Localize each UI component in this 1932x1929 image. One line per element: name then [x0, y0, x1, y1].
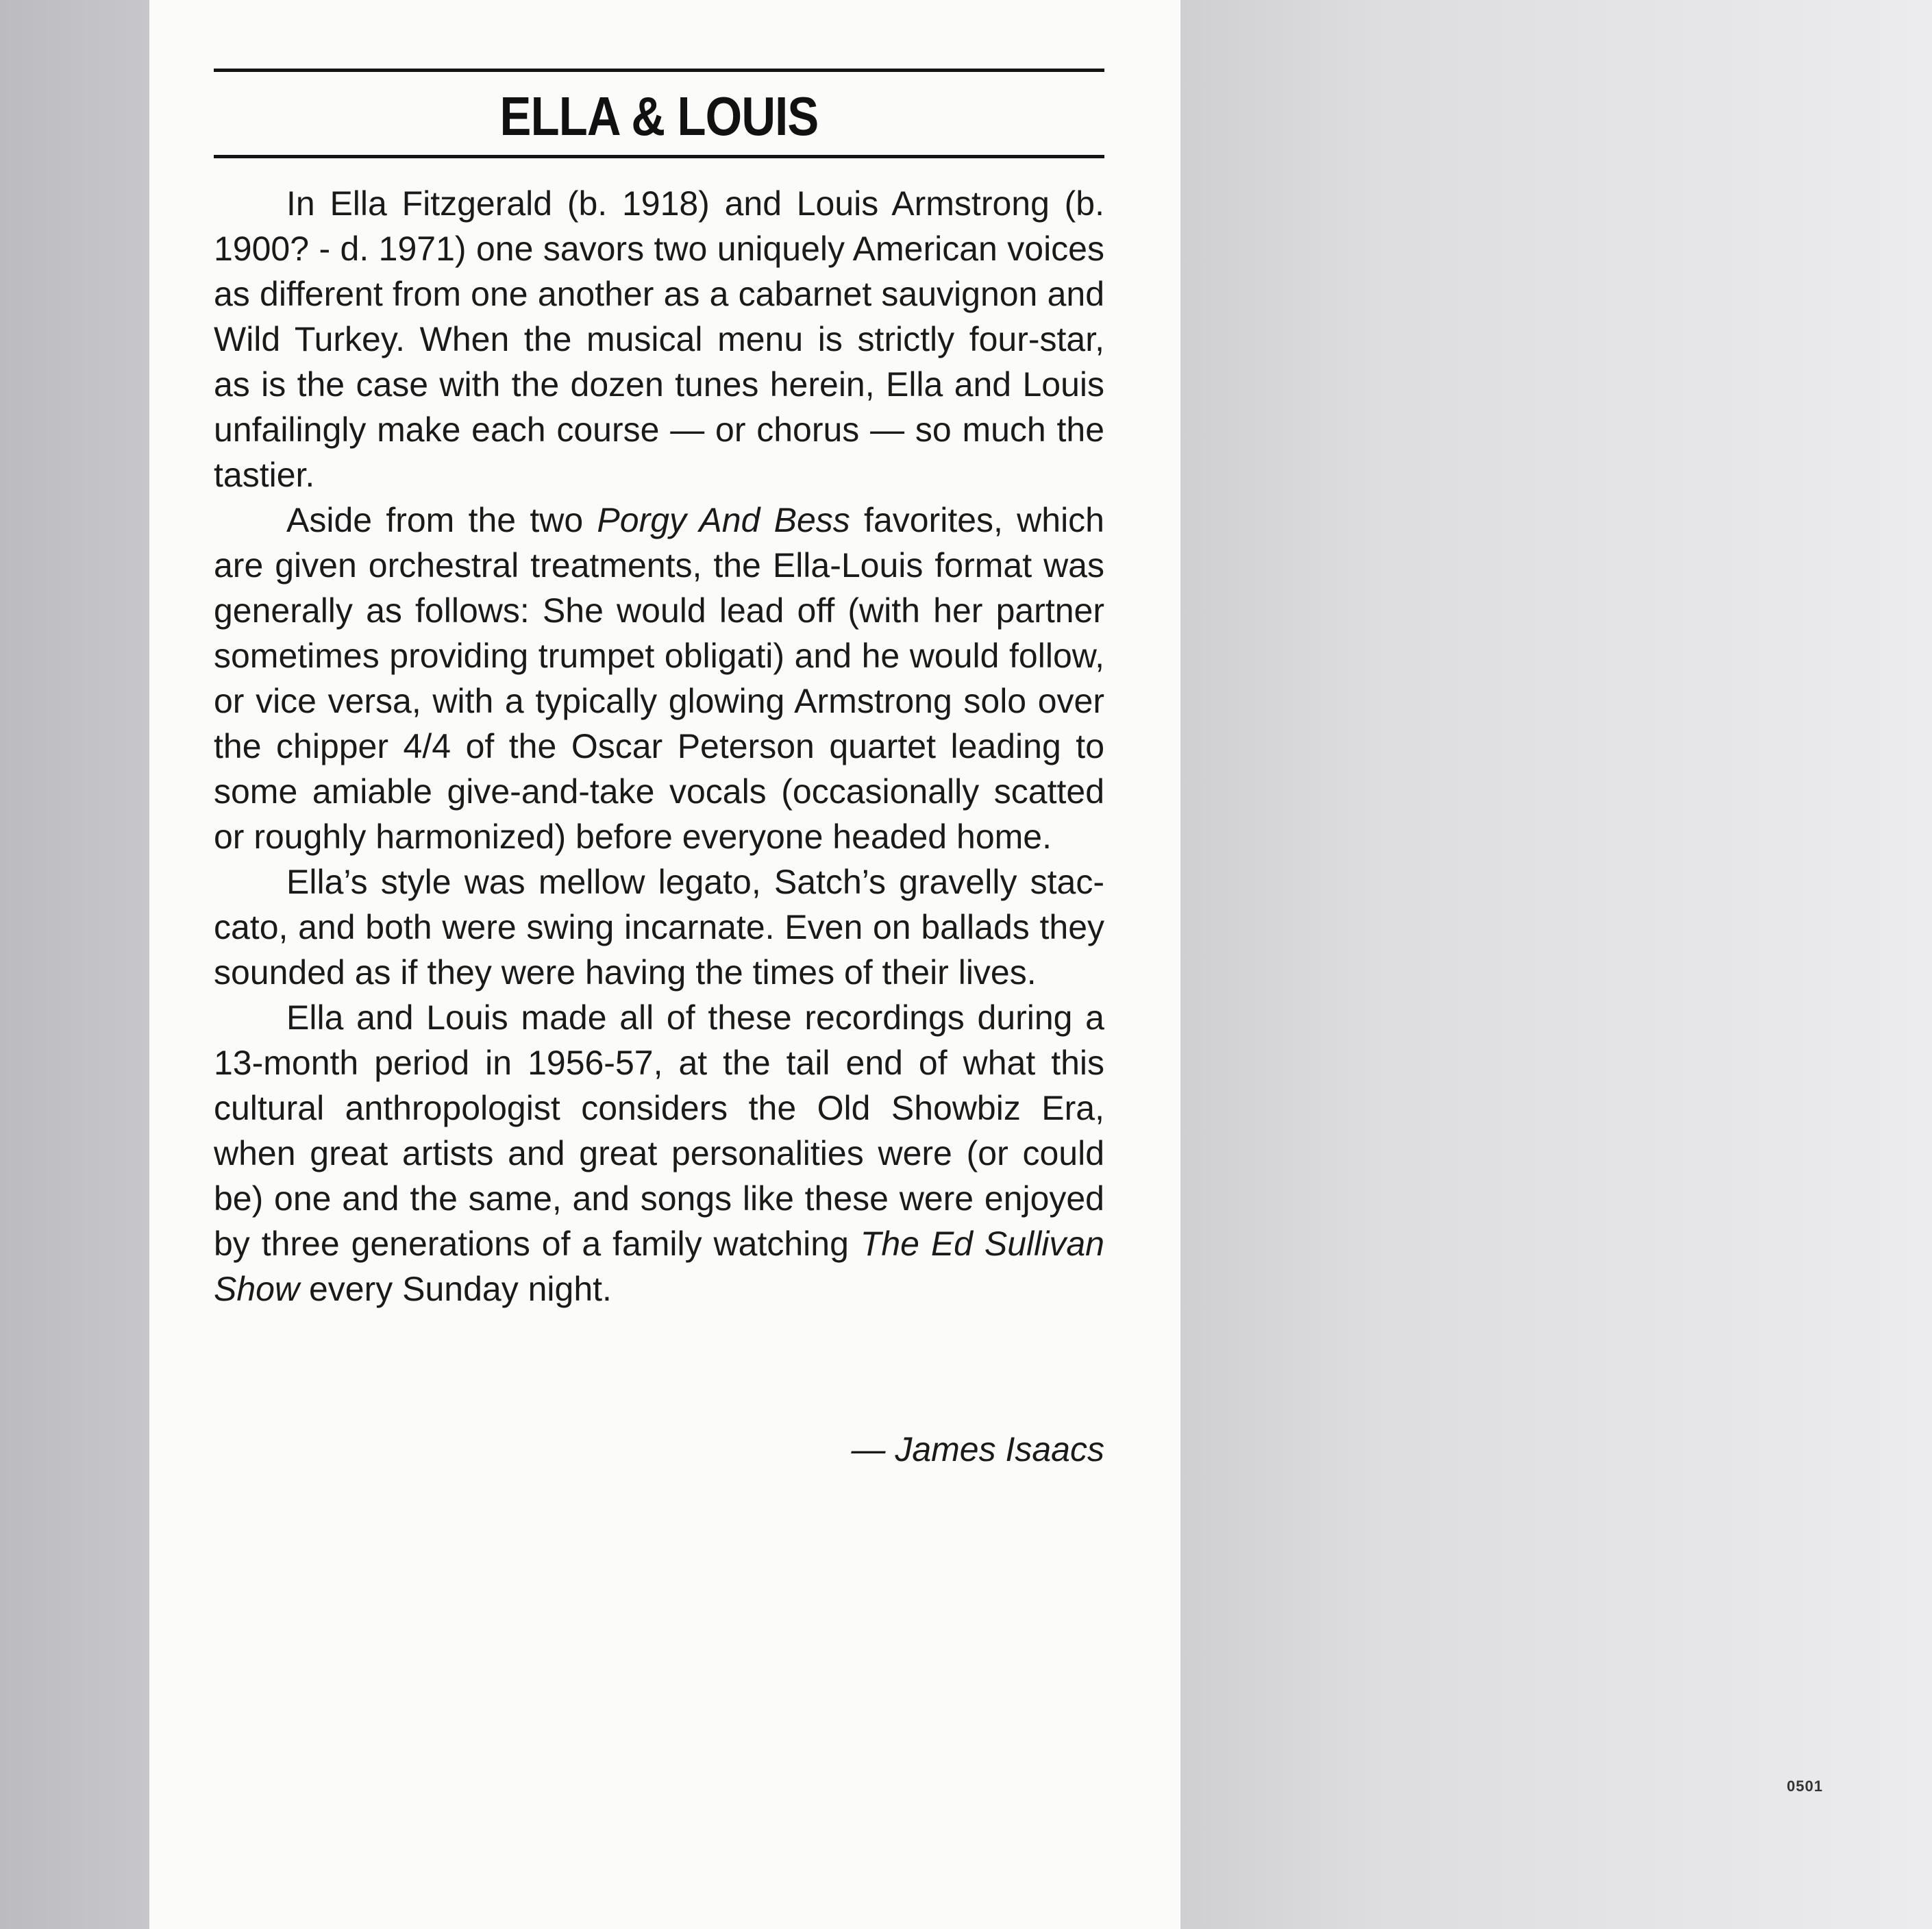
paragraph-2-text-b: favorites, which are given orchestral treatments, the Ella-Louis format was generally as follows: She would lead off (with her partner sometimes providing trumpet obligati) and he would follow, or vice versa, with a typically glowing Armstrong solo over the chipper 4/4 of the Oscar Peterson quartet leading to some amiable give-and-take vocals (occasionally scatted or roughly harmonized) before everyone headed home. [214, 501, 1104, 856]
right-background-area [1180, 0, 1932, 1929]
paragraph-2 [214, 497, 1104, 859]
paragraph-3-text: Ella’s style was mellow legato, Satch’s gravelly staccato, and both were swing incarnate. Even on ballads they sounded as if they were having the times of their lives. [214, 863, 1104, 992]
paragraph-4-text-a: Ella and Louis made all of these recordings during a 13-month period in 1956-57, at the tail end of what this cultural anthropologist considers the Old Showbiz Era, when great artists and great personalities were (or could be) one and the same, and songs like these were enjoyed by three generations of a family watching [214, 998, 1104, 1263]
paragraph-3 [214, 859, 1104, 995]
paragraph-2-italic-title: Porgy And Bess [597, 501, 850, 539]
catalog-code: 0501 [1787, 1778, 1823, 1795]
paragraph-1-text: In Ella Fitzgerald (b. 1918) and Louis Armstrong (b. 1900? - d. 1971) one savors two uniquely American voices as different from one another as a cabarnet sauvignon and Wild Turkey. When the musical menu is strictly four-star, as is the case with the dozen tunes herein, Ella and Louis unfailingly make each course — or chorus — so much the tastier. [214, 184, 1104, 494]
paragraph-2-text-a: Aside from the two [286, 501, 597, 539]
title-top-rule [214, 69, 1104, 72]
left-margin-strip [0, 0, 149, 1929]
paragraph-4 [214, 995, 1104, 1312]
liner-notes-body [214, 181, 1104, 1312]
author-signature: — James Isaacs [851, 1430, 1104, 1469]
paragraph-1 [214, 181, 1104, 497]
title-bottom-rule [214, 155, 1104, 158]
page-title: ELLA & LOUIS [499, 86, 819, 147]
paragraph-4-italic-title: The Ed Sullivan Show [214, 1225, 1104, 1308]
paragraph-4-text-b: every Sunday night. [299, 1270, 612, 1308]
